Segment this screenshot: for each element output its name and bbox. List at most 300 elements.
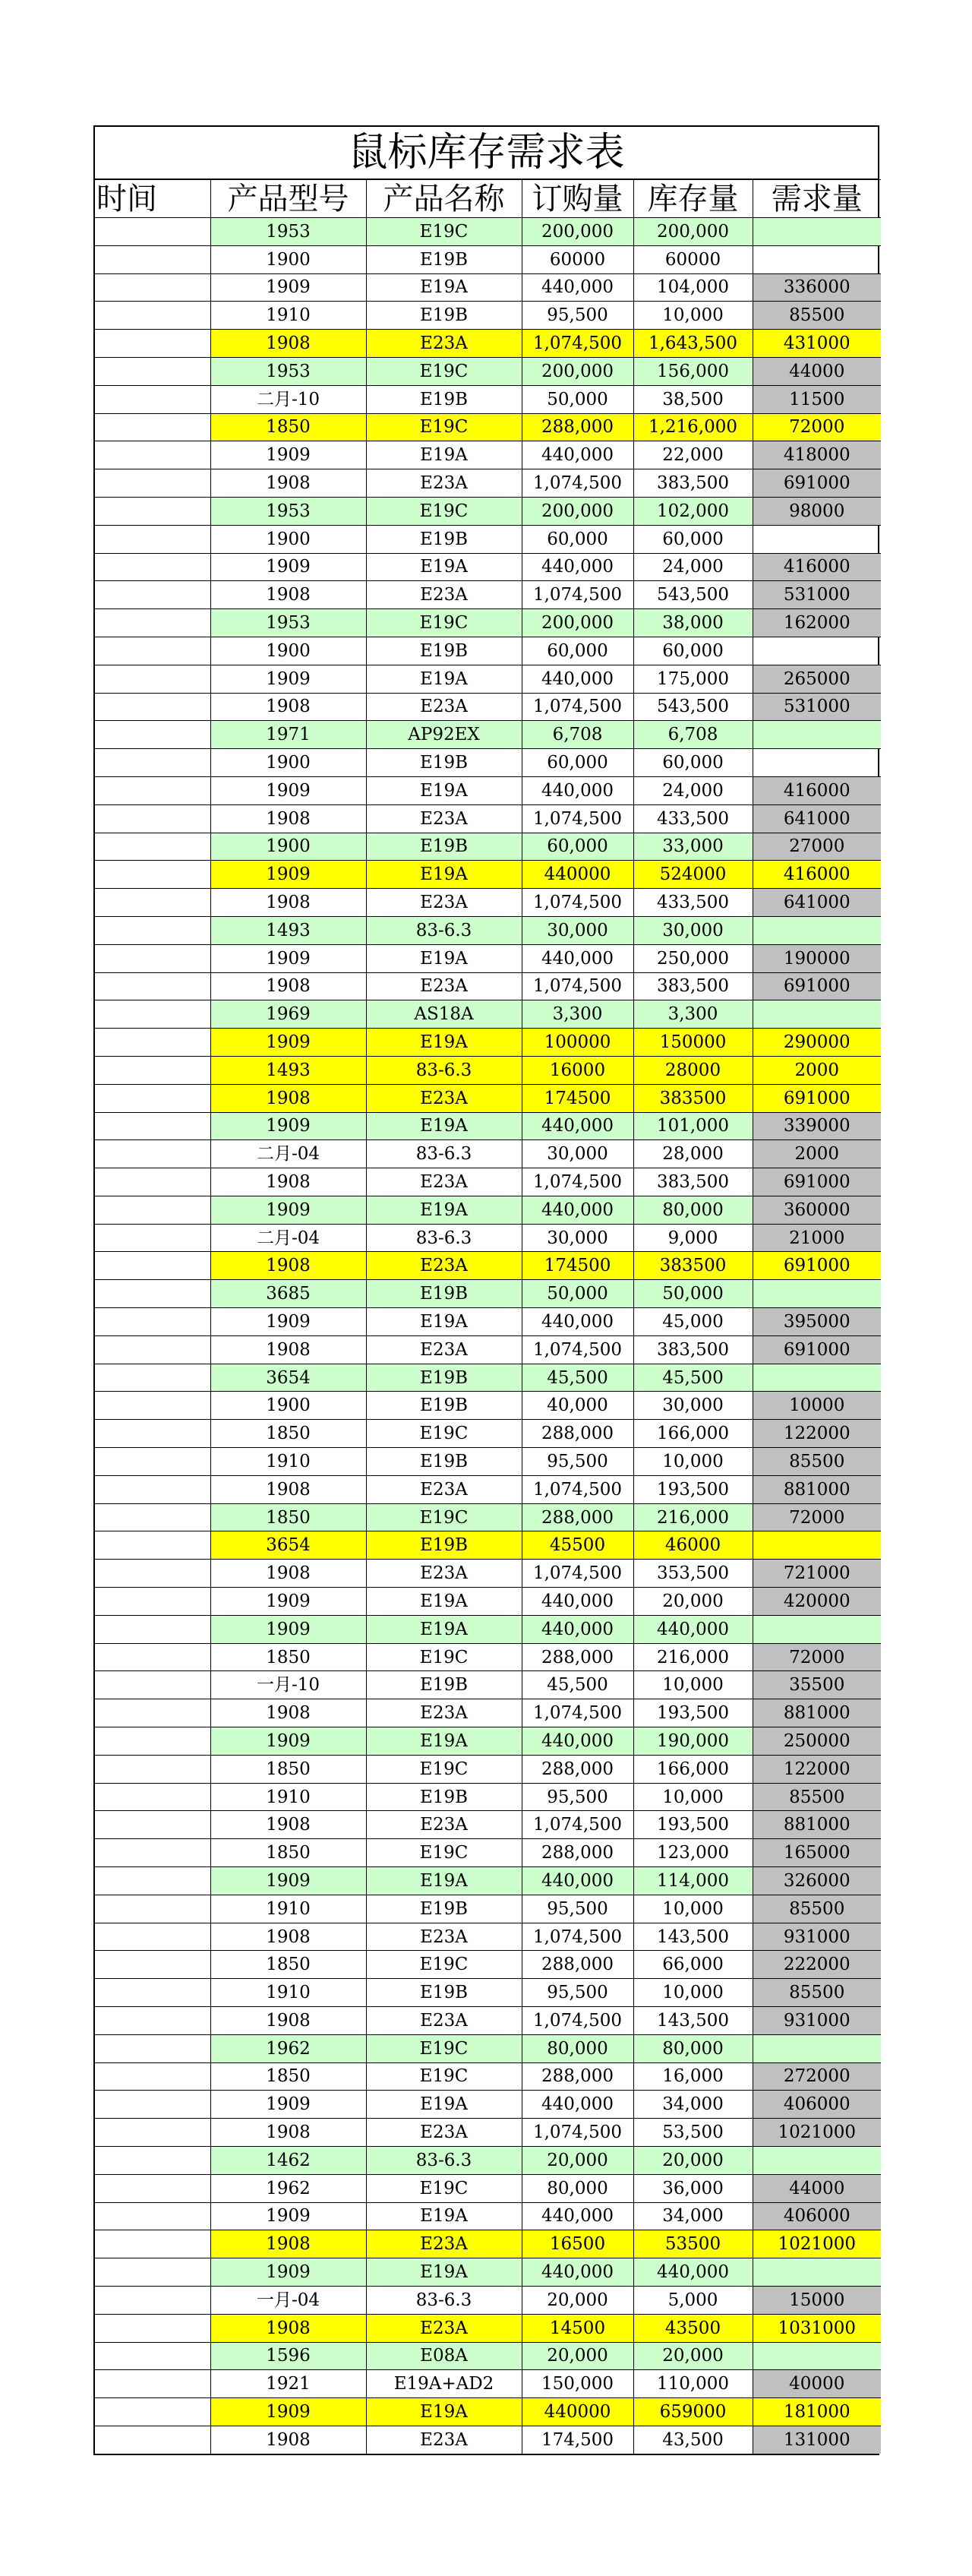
cell-demand[interactable]: 931000 [753,1923,881,1951]
cell-order[interactable]: 14500 [522,2314,633,2342]
cell-model[interactable]: 1962 [210,2174,366,2202]
cell-model[interactable]: 1908 [210,1560,366,1588]
cell-order[interactable]: 440,000 [522,776,633,804]
cell-name[interactable]: E19B [366,833,522,861]
cell-stock[interactable]: 66,000 [633,1951,753,1979]
cell-model[interactable]: 3654 [210,1364,366,1392]
cell-name[interactable]: E23A [366,1923,522,1951]
cell-model[interactable]: 1908 [210,1252,366,1280]
cell-order[interactable]: 40,000 [522,1392,633,1420]
cell-name[interactable]: E23A [366,330,522,358]
cell-time[interactable] [95,1335,210,1364]
cell-demand[interactable]: 85500 [753,1448,881,1476]
cell-time[interactable] [95,1811,210,1839]
cell-order[interactable]: 1,074,500 [522,1168,633,1196]
cell-order[interactable]: 440,000 [522,1112,633,1140]
cell-time[interactable] [95,1503,210,1531]
cell-name[interactable]: 83-6.3 [366,1056,522,1084]
cell-name[interactable]: E19A [366,665,522,693]
cell-time[interactable] [95,385,210,413]
cell-name[interactable]: E19C [366,357,522,385]
cell-order[interactable]: 3,300 [522,1000,633,1029]
cell-demand[interactable]: 85500 [753,1979,881,2007]
cell-stock[interactable]: 216,000 [633,1503,753,1531]
cell-demand[interactable]: 15000 [753,2286,881,2314]
cell-name[interactable]: E19C [366,1839,522,1867]
cell-time[interactable] [95,1140,210,1168]
cell-stock[interactable]: 433,500 [633,889,753,917]
cell-stock[interactable]: 190,000 [633,1727,753,1756]
cell-model[interactable]: 1921 [210,2370,366,2398]
cell-order[interactable]: 1,074,500 [522,330,633,358]
cell-time[interactable] [95,1531,210,1560]
cell-stock[interactable]: 543,500 [633,693,753,721]
cell-stock[interactable]: 28,000 [633,1140,753,1168]
cell-order[interactable]: 95,500 [522,1783,633,1811]
cell-demand[interactable] [753,916,881,944]
cell-demand[interactable]: 691000 [753,972,881,1000]
cell-order[interactable]: 440,000 [522,665,633,693]
cell-demand[interactable] [753,1280,881,1308]
cell-stock[interactable]: 114,000 [633,1867,753,1895]
cell-time[interactable] [95,609,210,637]
cell-demand[interactable]: 44000 [753,2174,881,2202]
cell-demand[interactable] [753,2258,881,2287]
cell-stock[interactable]: 175,000 [633,665,753,693]
cell-stock[interactable]: 150000 [633,1029,753,1057]
cell-demand[interactable] [753,721,881,749]
cell-model[interactable]: 1909 [210,2091,366,2119]
cell-time[interactable] [95,2007,210,2035]
cell-time[interactable] [95,218,210,246]
cell-stock[interactable]: 193,500 [633,1699,753,1727]
cell-stock[interactable]: 104,000 [633,273,753,302]
cell-order[interactable]: 440,000 [522,1867,633,1895]
cell-stock[interactable]: 216,000 [633,1643,753,1671]
cell-model[interactable]: 1908 [210,1475,366,1503]
cell-time[interactable] [95,2342,210,2370]
cell-order[interactable]: 440000 [522,2398,633,2426]
cell-stock[interactable]: 33,000 [633,833,753,861]
cell-order[interactable]: 440,000 [522,1615,633,1643]
cell-name[interactable]: E19C [366,413,522,441]
cell-order[interactable]: 6,708 [522,721,633,749]
cell-demand[interactable]: 72000 [753,413,881,441]
cell-order[interactable]: 80,000 [522,2174,633,2202]
cell-name[interactable]: E19C [366,218,522,246]
cell-demand[interactable] [753,245,881,273]
cell-order[interactable]: 1,074,500 [522,1699,633,1727]
cell-name[interactable]: E23A [366,1335,522,1364]
cell-time[interactable] [95,469,210,498]
cell-model[interactable]: 3685 [210,1280,366,1308]
cell-name[interactable]: 83-6.3 [366,1140,522,1168]
cell-order[interactable]: 174500 [522,1252,633,1280]
cell-order[interactable]: 1,074,500 [522,2007,633,2035]
cell-demand[interactable]: 691000 [753,1084,881,1112]
cell-model[interactable]: 1908 [210,804,366,833]
cell-time[interactable] [95,889,210,917]
cell-time[interactable] [95,721,210,749]
cell-model[interactable]: 1909 [210,1588,366,1616]
cell-order[interactable]: 20,000 [522,2286,633,2314]
cell-order[interactable]: 20,000 [522,2146,633,2174]
cell-demand[interactable]: 431000 [753,330,881,358]
cell-order[interactable]: 20,000 [522,2342,633,2370]
cell-name[interactable]: E23A [366,1252,522,1280]
cell-demand[interactable]: 881000 [753,1475,881,1503]
cell-time[interactable] [95,1475,210,1503]
cell-name[interactable]: E19B [366,302,522,330]
cell-name[interactable]: E23A [366,1699,522,1727]
cell-model[interactable]: 1909 [210,1727,366,1756]
cell-order[interactable]: 440,000 [522,1196,633,1224]
cell-stock[interactable]: 543,500 [633,581,753,609]
cell-demand[interactable]: 265000 [753,665,881,693]
cell-time[interactable] [95,693,210,721]
cell-model[interactable]: 1908 [210,1335,366,1364]
cell-name[interactable]: E23A [366,1811,522,1839]
cell-name[interactable]: E19B [366,749,522,777]
cell-stock[interactable]: 383,500 [633,1168,753,1196]
cell-order[interactable]: 1,074,500 [522,1335,633,1364]
cell-stock[interactable]: 193,500 [633,1811,753,1839]
cell-name[interactable]: E19B [366,245,522,273]
cell-model[interactable]: 二月-10 [210,385,366,413]
cell-model[interactable]: 1908 [210,2230,366,2258]
cell-stock[interactable]: 34,000 [633,2202,753,2230]
cell-time[interactable] [95,1979,210,2007]
cell-order[interactable]: 200,000 [522,609,633,637]
cell-name[interactable]: E19C [366,497,522,525]
cell-name[interactable]: E19B [366,1895,522,1923]
cell-order[interactable]: 45,500 [522,1671,633,1699]
cell-name[interactable]: E23A [366,581,522,609]
cell-model[interactable]: 1493 [210,1056,366,1084]
cell-model[interactable]: 1908 [210,581,366,609]
cell-order[interactable]: 1,074,500 [522,1475,633,1503]
cell-order[interactable]: 30,000 [522,1224,633,1252]
cell-model[interactable]: 1909 [210,1615,366,1643]
cell-stock[interactable]: 45,500 [633,1364,753,1392]
cell-demand[interactable]: 35500 [753,1671,881,1699]
cell-model[interactable]: 1910 [210,1448,366,1476]
cell-time[interactable] [95,330,210,358]
cell-model[interactable]: 1900 [210,245,366,273]
cell-demand[interactable] [753,637,881,665]
cell-name[interactable]: E19C [366,2034,522,2062]
cell-demand[interactable]: 326000 [753,1867,881,1895]
cell-stock[interactable]: 110,000 [633,2370,753,2398]
cell-stock[interactable]: 383500 [633,1252,753,1280]
cell-time[interactable] [95,2230,210,2258]
cell-demand[interactable]: 2000 [753,1056,881,1084]
cell-demand[interactable]: 11500 [753,385,881,413]
cell-demand[interactable] [753,2034,881,2062]
cell-name[interactable]: E19C [366,1643,522,1671]
cell-name[interactable]: E19B [366,1783,522,1811]
cell-order[interactable]: 288,000 [522,1643,633,1671]
cell-demand[interactable] [753,749,881,777]
cell-demand[interactable] [753,525,881,553]
cell-demand[interactable]: 40000 [753,2370,881,2398]
cell-model[interactable]: 1910 [210,1783,366,1811]
cell-model[interactable]: 1908 [210,469,366,498]
cell-order[interactable]: 1,074,500 [522,2119,633,2147]
cell-time[interactable] [95,1727,210,1756]
cell-name[interactable]: E19C [366,2062,522,2091]
cell-stock[interactable]: 24,000 [633,553,753,581]
cell-stock[interactable]: 3,300 [633,1000,753,1029]
cell-name[interactable]: E19A [366,1615,522,1643]
cell-demand[interactable]: 360000 [753,1196,881,1224]
cell-demand[interactable]: 290000 [753,1029,881,1057]
cell-stock[interactable]: 1,216,000 [633,413,753,441]
cell-time[interactable] [95,637,210,665]
cell-demand[interactable]: 272000 [753,2062,881,2091]
cell-model[interactable]: 1909 [210,776,366,804]
cell-demand[interactable]: 1021000 [753,2230,881,2258]
cell-stock[interactable]: 10,000 [633,302,753,330]
cell-time[interactable] [95,273,210,302]
cell-name[interactable]: E19A [366,1867,522,1895]
cell-name[interactable]: E19A [366,944,522,972]
cell-model[interactable]: 1909 [210,944,366,972]
cell-demand[interactable]: 531000 [753,581,881,609]
cell-order[interactable]: 440,000 [522,2258,633,2287]
cell-model[interactable]: 1909 [210,2398,366,2426]
cell-time[interactable] [95,2202,210,2230]
cell-demand[interactable]: 162000 [753,609,881,637]
cell-order[interactable]: 100000 [522,1029,633,1057]
cell-name[interactable]: E19C [366,1755,522,1783]
cell-name[interactable]: E19A [366,776,522,804]
cell-order[interactable]: 440000 [522,861,633,889]
cell-order[interactable]: 200,000 [522,497,633,525]
cell-order[interactable]: 1,074,500 [522,469,633,498]
cell-demand[interactable]: 531000 [753,693,881,721]
cell-demand[interactable]: 416000 [753,861,881,889]
cell-order[interactable]: 288,000 [522,1755,633,1783]
cell-model[interactable]: 1493 [210,916,366,944]
cell-order[interactable]: 288,000 [522,1503,633,1531]
cell-order[interactable]: 288,000 [522,1839,633,1867]
cell-demand[interactable]: 2000 [753,1140,881,1168]
cell-model[interactable]: 1908 [210,2314,366,2342]
cell-name[interactable]: 83-6.3 [366,2286,522,2314]
cell-name[interactable]: AS18A [366,1000,522,1029]
cell-time[interactable] [95,1196,210,1224]
cell-model[interactable]: 1953 [210,218,366,246]
cell-order[interactable]: 174,500 [522,2426,633,2454]
cell-name[interactable]: AP92EX [366,721,522,749]
cell-name[interactable]: E23A [366,2230,522,2258]
cell-model[interactable]: 一月-10 [210,1671,366,1699]
cell-stock[interactable]: 20,000 [633,2342,753,2370]
cell-time[interactable] [95,1420,210,1448]
cell-time[interactable] [95,581,210,609]
cell-model[interactable]: 1909 [210,2202,366,2230]
cell-stock[interactable]: 53,500 [633,2119,753,2147]
cell-demand[interactable]: 85500 [753,1895,881,1923]
cell-model[interactable]: 3654 [210,1531,366,1560]
cell-model[interactable]: 1908 [210,1811,366,1839]
cell-name[interactable]: E19A [366,441,522,469]
cell-model[interactable]: 1962 [210,2034,366,2062]
cell-stock[interactable]: 45,000 [633,1308,753,1336]
cell-time[interactable] [95,1867,210,1895]
cell-stock[interactable]: 50,000 [633,1280,753,1308]
cell-time[interactable] [95,1783,210,1811]
cell-stock[interactable]: 36,000 [633,2174,753,2202]
cell-model[interactable]: 1909 [210,1029,366,1057]
cell-demand[interactable]: 418000 [753,441,881,469]
cell-stock[interactable]: 659000 [633,2398,753,2426]
cell-name[interactable]: E23A [366,972,522,1000]
cell-name[interactable]: E19B [366,1280,522,1308]
cell-demand[interactable]: 27000 [753,833,881,861]
cell-time[interactable] [95,413,210,441]
cell-order[interactable]: 288,000 [522,413,633,441]
cell-stock[interactable]: 123,000 [633,1839,753,1867]
cell-demand[interactable]: 122000 [753,1420,881,1448]
cell-stock[interactable]: 156,000 [633,357,753,385]
cell-name[interactable]: E19C [366,1951,522,1979]
cell-name[interactable]: E19B [366,637,522,665]
cell-model[interactable]: 一月-04 [210,2286,366,2314]
cell-order[interactable]: 95,500 [522,1979,633,2007]
cell-time[interactable] [95,1951,210,1979]
cell-name[interactable]: E23A [366,2119,522,2147]
cell-time[interactable] [95,1448,210,1476]
cell-time[interactable] [95,2146,210,2174]
cell-order[interactable]: 150,000 [522,2370,633,2398]
cell-time[interactable] [95,441,210,469]
cell-order[interactable]: 30,000 [522,1140,633,1168]
cell-time[interactable] [95,1392,210,1420]
cell-stock[interactable]: 46000 [633,1531,753,1560]
cell-order[interactable]: 440,000 [522,2202,633,2230]
cell-time[interactable] [95,749,210,777]
cell-stock[interactable]: 383,500 [633,1335,753,1364]
cell-name[interactable]: E19A [366,1029,522,1057]
cell-time[interactable] [95,776,210,804]
cell-name[interactable]: E19A [366,2258,522,2287]
cell-order[interactable]: 1,074,500 [522,889,633,917]
cell-name[interactable]: E19A [366,273,522,302]
cell-model[interactable]: 1908 [210,693,366,721]
cell-model[interactable]: 1850 [210,1643,366,1671]
cell-order[interactable]: 440,000 [522,441,633,469]
cell-model[interactable]: 1900 [210,525,366,553]
cell-name[interactable]: E23A [366,889,522,917]
cell-demand[interactable] [753,2342,881,2370]
cell-model[interactable]: 1850 [210,1951,366,1979]
cell-order[interactable]: 30,000 [522,916,633,944]
cell-stock[interactable]: 30,000 [633,916,753,944]
cell-demand[interactable]: 72000 [753,1503,881,1531]
cell-time[interactable] [95,1168,210,1196]
cell-demand[interactable]: 85500 [753,302,881,330]
cell-time[interactable] [95,2398,210,2426]
cell-model[interactable]: 1909 [210,273,366,302]
cell-order[interactable]: 95,500 [522,302,633,330]
cell-stock[interactable]: 80,000 [633,1196,753,1224]
cell-time[interactable] [95,1615,210,1643]
cell-demand[interactable]: 641000 [753,889,881,917]
cell-order[interactable]: 95,500 [522,1895,633,1923]
cell-stock[interactable]: 1,643,500 [633,330,753,358]
cell-stock[interactable]: 16,000 [633,2062,753,2091]
cell-model[interactable]: 1900 [210,833,366,861]
cell-model[interactable]: 1850 [210,1755,366,1783]
cell-demand[interactable]: 44000 [753,357,881,385]
cell-model[interactable]: 1908 [210,889,366,917]
cell-name[interactable]: E19A [366,1112,522,1140]
cell-order[interactable]: 440,000 [522,273,633,302]
cell-order[interactable]: 16000 [522,1056,633,1084]
cell-order[interactable]: 200,000 [522,357,633,385]
cell-time[interactable] [95,2286,210,2314]
cell-stock[interactable]: 433,500 [633,804,753,833]
cell-time[interactable] [95,1056,210,1084]
cell-demand[interactable] [753,218,881,246]
cell-model[interactable]: 1909 [210,1867,366,1895]
cell-demand[interactable]: 21000 [753,1224,881,1252]
cell-model[interactable]: 1908 [210,1168,366,1196]
cell-demand[interactable]: 165000 [753,1839,881,1867]
cell-model[interactable]: 1908 [210,1923,366,1951]
cell-order[interactable]: 440,000 [522,944,633,972]
cell-demand[interactable]: 339000 [753,1112,881,1140]
cell-order[interactable]: 95,500 [522,1448,633,1476]
cell-name[interactable]: 83-6.3 [366,1224,522,1252]
cell-name[interactable]: E23A [366,2007,522,2035]
cell-time[interactable] [95,2119,210,2147]
cell-name[interactable]: E19C [366,1420,522,1448]
cell-model[interactable]: 1910 [210,1979,366,2007]
cell-order[interactable]: 60000 [522,245,633,273]
cell-time[interactable] [95,1252,210,1280]
cell-model[interactable]: 1971 [210,721,366,749]
cell-time[interactable] [95,497,210,525]
cell-stock[interactable]: 60,000 [633,525,753,553]
cell-model[interactable]: 1909 [210,1196,366,1224]
cell-order[interactable]: 440,000 [522,2091,633,2119]
cell-time[interactable] [95,2314,210,2342]
cell-demand[interactable]: 190000 [753,944,881,972]
cell-order[interactable]: 440,000 [522,1588,633,1616]
cell-demand[interactable]: 691000 [753,1168,881,1196]
cell-order[interactable]: 50,000 [522,1280,633,1308]
cell-name[interactable]: E23A [366,1084,522,1112]
cell-name[interactable]: E19B [366,1979,522,2007]
cell-demand[interactable]: 881000 [753,1811,881,1839]
cell-model[interactable]: 1850 [210,2062,366,2091]
cell-name[interactable]: E19A [366,2091,522,2119]
cell-demand[interactable]: 416000 [753,776,881,804]
cell-model[interactable]: 1909 [210,553,366,581]
cell-demand[interactable] [753,1615,881,1643]
cell-demand[interactable] [753,1364,881,1392]
cell-order[interactable]: 200,000 [522,218,633,246]
cell-order[interactable]: 50,000 [522,385,633,413]
cell-demand[interactable]: 721000 [753,1560,881,1588]
cell-stock[interactable]: 22,000 [633,441,753,469]
cell-time[interactable] [95,1280,210,1308]
cell-time[interactable] [95,1029,210,1057]
cell-model[interactable]: 1850 [210,413,366,441]
